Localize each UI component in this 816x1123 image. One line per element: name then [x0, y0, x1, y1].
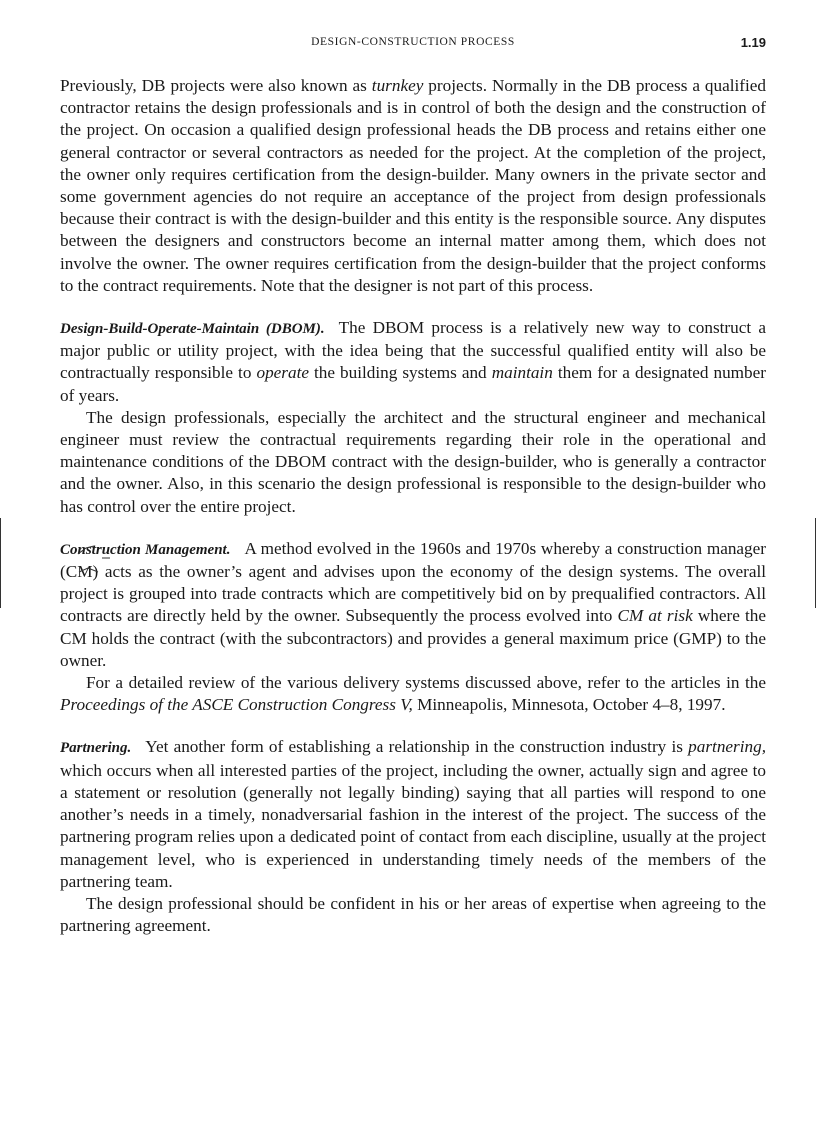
paragraph-db-turnkey: Previously, DB projects were also known as turnkey projects. Normally in the DB process a qualified contractor retains the design professionals and is in control of both the design and the construction of the project. On occasion a qualified design professional heads the DB process and retains either one general contractor or several contractors as needed for the project. At the completion of the project, the owner only requires certification from the design-builder. Many owners in the private sector and some government agencies do not require an acceptance of the project from design professionals because their contract is with the design-builder and this entity is the responsible source. Any disputes between the designers and constructors become an internal matter among them, which does not involve the owner. The owner requires certification from the design-builder that the project conforms to the contract requirements. Note that the designer is not part of this process.	[60, 76, 766, 295]
paragraph-partnering: Partnering. Yet another form of establishing a relationship in the construction industry is partnering, which occurs when all interested parties of the project, including the owner, actually sign and agree to a statement or resolution (generally not legally binding) saying that all parties will respond to one another’s needs in a timely, nonadversarial fashion in the interest of the project. The success of the partnering program relies upon a dedicated point of contact from each discipline, usually at the project management level, who is experienced in understanding timely needs of the members of the partnering team.	[60, 737, 766, 891]
section-heading-construction-management: Construction Management.	[60, 541, 231, 558]
section-heading-dbom: Design-Build-Operate-Maintain (DBOM).	[60, 321, 325, 338]
left-edge-mark	[0, 518, 1, 608]
section-heading-partnering: Partnering.	[60, 740, 132, 757]
paragraph-dbom-review: The design professionals, especially the architect and the structural engineer and mechanical engineer must review the contractual requirements regarding their role in the operational and maintenance conditions of the DBOM contract with the design-builder, who is generally a contractor and the owner. Also, in this scenario the design professional is responsible to the design-builder who has control over the entire project.	[60, 407, 766, 516]
page-number: 1.19	[740, 35, 766, 50]
paragraph-asce-reference: For a detailed review of the various delivery systems discussed above, refer to the articles in the Proceedings of the ASCE Construction Congress V, Minneapolis, Minnesota, October 4–8, 1997.	[60, 673, 766, 715]
running-title: DESIGN-CONSTRUCTION PROCESS	[311, 36, 515, 48]
paragraph-dbom: Design-Build-Operate-Maintain (DBOM). The DBOM process is a relatively new way to construct a major public or utility project, with the idea being that the successful qualified entity will also be contractually responsible to operate the building systems and maintain them for a designated number of years.	[60, 318, 767, 405]
paragraph-partnering-confidence: The design professional should be confident in his or her areas of expertise when agreeing to the partnering agreement.	[60, 893, 766, 936]
paragraph-construction-management: Construction Management. A method evolved in the 1960s and 1970s whereby a construction manager (CM) acts as the owner’s agent and advises upon the economy of the design systems. The overall project is grouped into trade contracts which are competitively bid on by prequalified contractors. All contracts are directly held by the owner. Subsequently the process evolved into CM at risk where the CM holds the contract (with the subcontractors) and provides a general maximum price (GMP) to the owner.	[60, 538, 766, 670]
body-text	[60, 75, 766, 937]
running-head	[60, 36, 766, 52]
scribble-mark-icon	[76, 542, 116, 582]
